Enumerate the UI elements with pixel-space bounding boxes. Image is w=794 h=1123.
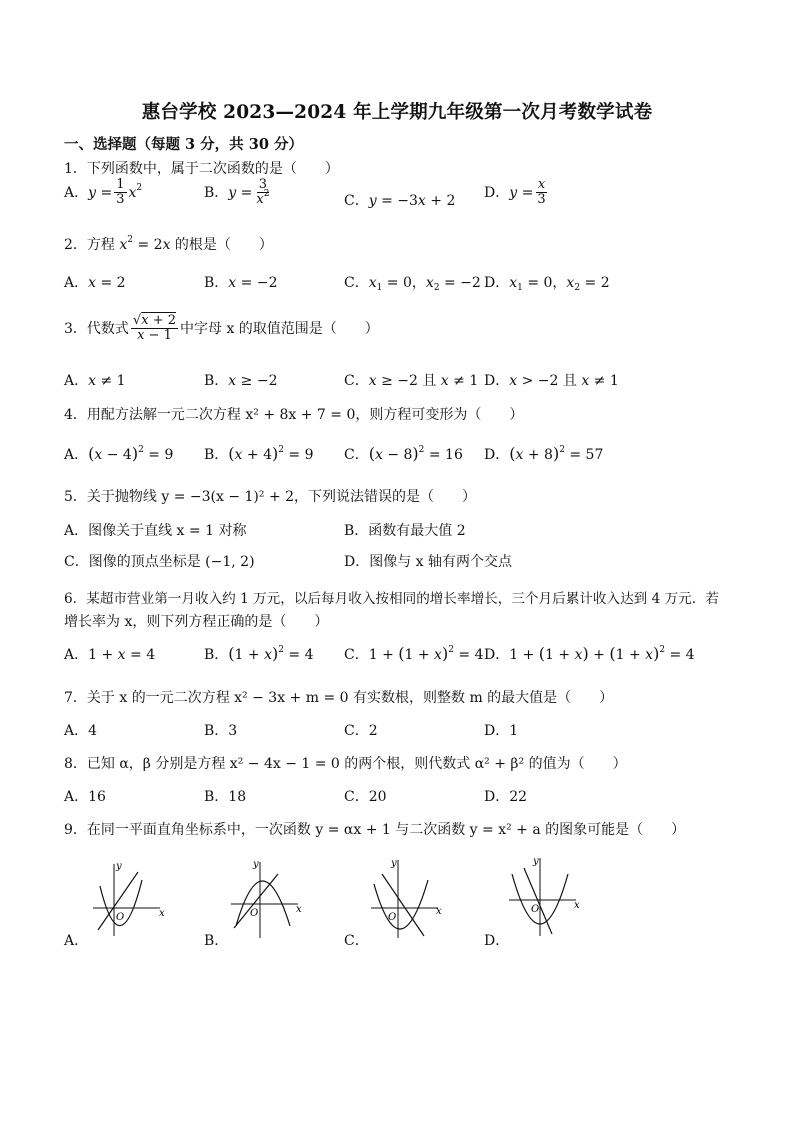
q7-option-b[interactable]: B．3 xyxy=(204,723,238,739)
q7-option-a[interactable]: A．4 xyxy=(64,723,98,739)
q9-graph-a[interactable] xyxy=(88,858,168,938)
x-label: x xyxy=(296,904,302,915)
question-3-stem: 3．代数式 $\frac{√x + 2}{x - 1}$ 中字母 x 的取值范围是（ ） xyxy=(64,313,379,344)
q3-option-d[interactable]: D．x > −2 且 x ≠ 1 xyxy=(484,373,619,389)
q6-option-a[interactable]: A．1 + x = 4 xyxy=(64,647,156,663)
q1-option-a[interactable]: A．y = $\frac{1}{3}$ $x^2$ xyxy=(64,177,143,208)
q9-graph-b[interactable] xyxy=(226,856,306,940)
q5-option-b[interactable]: B．函数有最大值 2 xyxy=(344,523,466,539)
q3-option-b[interactable]: B．x ≥ −2 xyxy=(204,373,278,389)
question-6-line-2: 增长率为 x，则下列方程正确的是（ ） xyxy=(64,614,329,630)
q9-graph-d[interactable] xyxy=(504,854,584,938)
origin-label: O xyxy=(250,908,259,919)
question-4-stem: 4．用配方法解一元二次方程 x² + 8x + 7 = 0，则方程可变形为（ ） xyxy=(64,407,524,423)
question-7-stem: 7．关于 x 的一元二次方程 x² − 3x + m = 0 有实数根，则整数 m 的最大值是（ ） xyxy=(64,690,614,706)
page-title: 惠台学校 2023—2024 年上学期九年级第一次月考数学试卷 xyxy=(141,102,653,123)
question-9-stem: 9．在同一平面直角坐标系中，一次函数 y = αx + 1 与二次函数 y = x² + a 的图象可能是（ ） xyxy=(64,822,686,838)
question-6-line-1: 6．某超市营业第一月收入约 1 万元，以后每月收入按相同的增长率增长，三个月后累计收入达到 4 万元．若 xyxy=(64,591,719,607)
q5-option-d[interactable]: D．图像与 x 轴有两个交点 xyxy=(344,554,513,570)
q9-option-b-label[interactable]: B． xyxy=(204,933,229,949)
origin-label: O xyxy=(388,912,397,923)
origin-label: O xyxy=(531,904,540,915)
y-label: y xyxy=(533,856,539,867)
q8-option-d[interactable]: D．22 xyxy=(484,789,528,805)
y-label: y xyxy=(253,859,259,870)
q9-option-c-label[interactable]: C． xyxy=(344,933,369,949)
q4-option-c[interactable]: C．$(x - 8)^2 = 16$ xyxy=(344,444,463,463)
q1-option-c[interactable]: C．y = −3x + 2 xyxy=(344,193,456,209)
y-label: y xyxy=(116,861,122,872)
y-label: y xyxy=(391,858,397,869)
q9-option-a-label[interactable]: A． xyxy=(64,933,89,949)
q2-option-a[interactable]: A．x = 2 xyxy=(64,275,126,291)
question-5-stem: 5．关于抛物线 y = −3(x − 1)² + 2，下列说法错误的是（ ） xyxy=(64,489,477,505)
parabola xyxy=(374,880,428,929)
q8-option-c[interactable]: C．20 xyxy=(344,789,387,805)
q4-option-d[interactable]: D．$(x + 8)^2 = 57$ xyxy=(484,444,604,463)
q4-option-b[interactable]: B．$(x + 4)^2 = 9$ xyxy=(204,444,314,463)
section-heading: 一、选择题（每题 3 分，共 30 分） xyxy=(64,136,303,153)
q7-option-c[interactable]: C．2 xyxy=(344,723,378,739)
q9-graph-c[interactable] xyxy=(366,856,446,940)
line xyxy=(234,874,278,928)
q2-option-d[interactable]: D．$x_1 = 0$，$x_2 = 2$ xyxy=(484,275,610,293)
x-label: x xyxy=(574,900,580,911)
q2-option-b[interactable]: B．x = −2 xyxy=(204,275,278,291)
line xyxy=(382,874,424,936)
q4-option-a[interactable]: A．$(x - 4)^2 = 9$ xyxy=(64,444,174,463)
q3-option-c[interactable]: C．x ≥ −2 且 x ≠ 1 xyxy=(344,373,479,389)
origin-label: O xyxy=(116,912,125,923)
q8-option-b[interactable]: B．18 xyxy=(204,789,247,805)
q5-option-a[interactable]: A．图像关于直线 x = 1 对称 xyxy=(64,523,247,539)
q6-option-d[interactable]: D．$1 + (1 + x) + (1 + x)^2 = 4$ xyxy=(484,644,695,663)
q3-option-a[interactable]: A．x ≠ 1 xyxy=(64,373,126,389)
question-2-stem: 2．方程 $x^2 = 2x$ 的根是（ ） xyxy=(64,235,273,253)
q1-option-b[interactable]: B．y = $\frac{3}{x^2}$ xyxy=(204,177,270,208)
q8-option-a[interactable]: A．16 xyxy=(64,789,106,805)
q2-option-c[interactable]: C．$x_1 = 0$，$x_2 = -2$ xyxy=(344,275,481,293)
question-8-stem: 8．已知 α，β 分别是方程 x² − 4x − 1 = 0 的两个根，则代数式 α² + β² 的值为（ ） xyxy=(64,756,627,772)
q6-option-b[interactable]: B．$(1 + x)^2 = 4$ xyxy=(204,644,314,663)
q1-option-d[interactable]: D．y = $\frac{x}{3}$ xyxy=(484,177,546,208)
q5-option-c[interactable]: C．图像的顶点坐标是 (−1, 2) xyxy=(64,554,255,570)
x-label: x xyxy=(159,908,165,919)
q7-option-d[interactable]: D．1 xyxy=(484,723,519,739)
question-1-stem: 1．下列函数中，属于二次函数的是（ ） xyxy=(64,161,339,177)
q9-option-d-label[interactable]: D． xyxy=(484,933,510,949)
q6-option-c[interactable]: C．$1 + (1 + x)^2 = 4$ xyxy=(344,644,484,663)
x-label: x xyxy=(436,906,442,917)
